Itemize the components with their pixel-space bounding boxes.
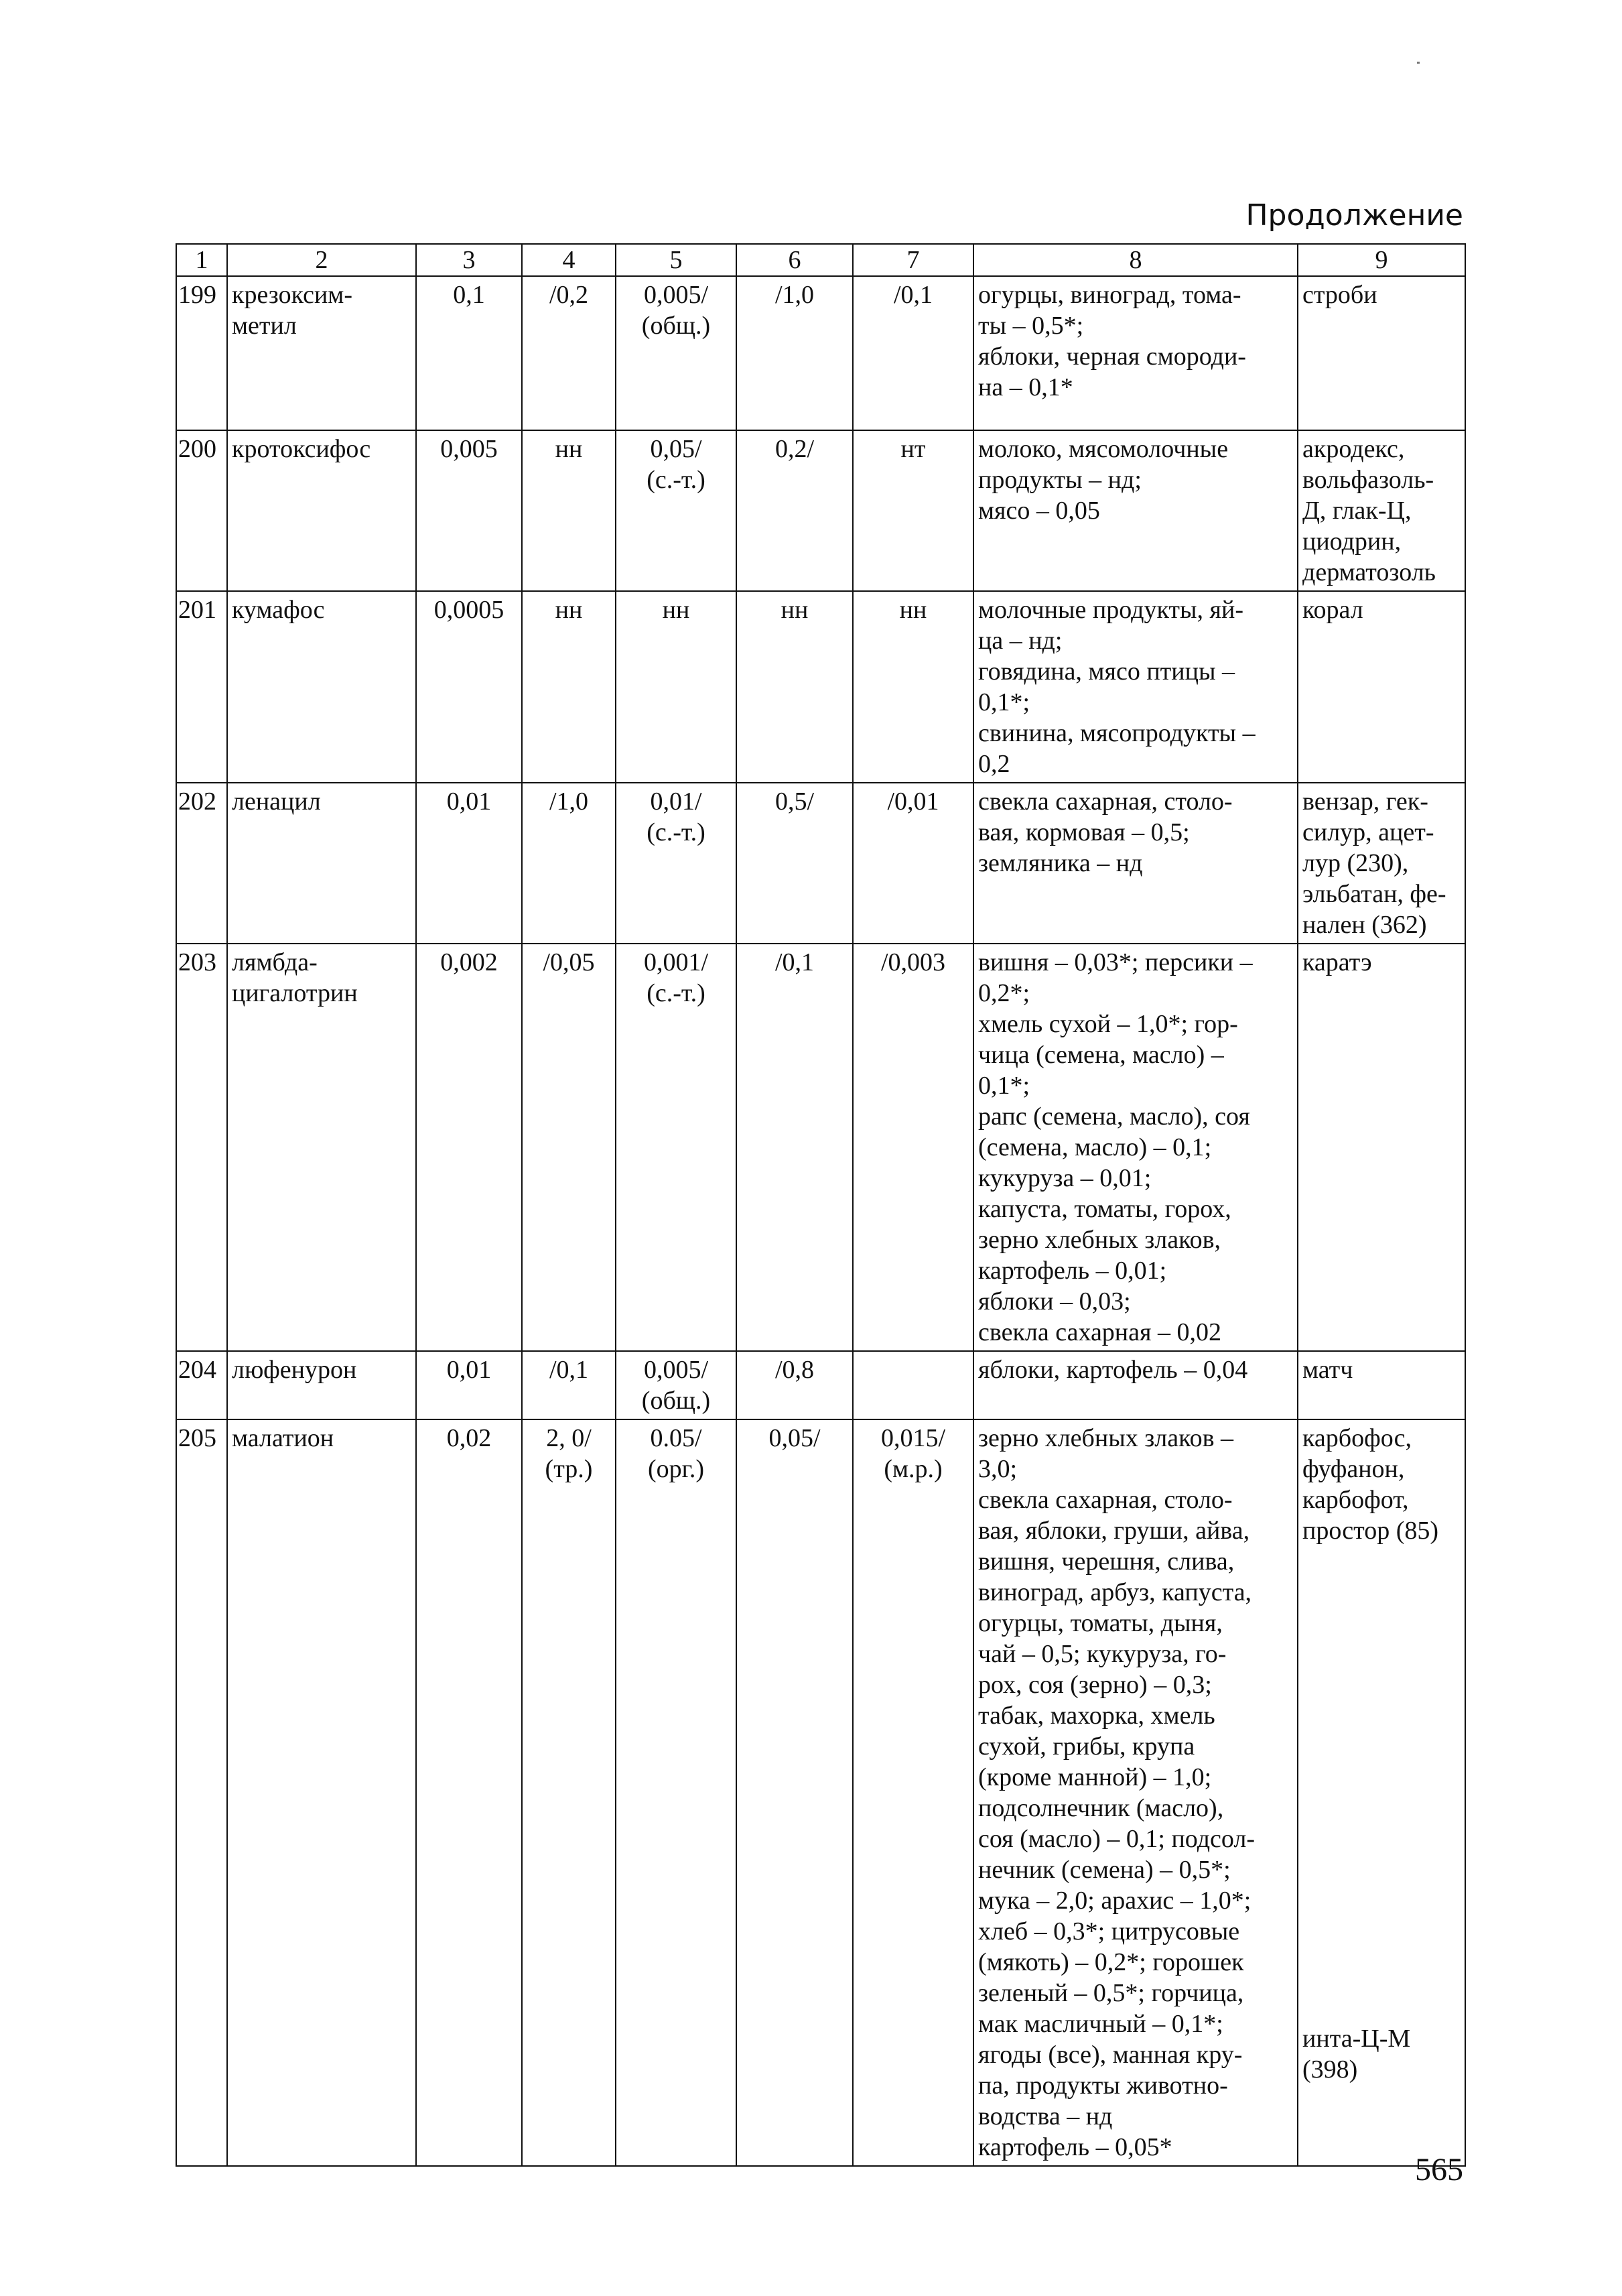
substance-name: малатион [227,1419,416,2166]
row-number: 201 [176,591,227,783]
cell-col4: /0,1 [522,1351,616,1419]
cell-col7: /0,01 [853,783,973,944]
cell-col6: /0,1 [736,944,853,1351]
cell-products: молочные продукты, яй- ца – нд; говядина, мясо птицы – 0,1*; свинина, мясопродукты – 0,2 [973,591,1298,783]
table-row [176,276,1465,430]
row-number: 200 [176,430,227,591]
cell-preparations: акродекс, вольфазоль- Д, глак-Ц, циодрин, дерматозоль [1298,430,1465,591]
substance-name: кумафос [227,591,416,783]
cell-col7: /0,1 [853,276,973,430]
cell-col4: /1,0 [522,783,616,944]
row-number: 203 [176,944,227,1351]
table-row [176,783,1465,944]
pesticide-table [176,243,1466,2167]
cell-col5: 0,001/ (с.-т.) [616,944,736,1351]
column-header: 1 [176,244,227,276]
cell-col4: /0,2 [522,276,616,430]
cell-col5: нн [616,591,736,783]
cell-products: вишня – 0,03*; персики – 0,2*; хмель сухой – 1,0*; гор- чица (семена, масло) – 0,1*; рапс (семена, масло), соя (семена, масло) – 0,1; кукуруза – 0,01; капуста, томаты, горох, зерно хлебных злаков, картофель – 0,01; яблоки – 0,03; свекла сахарная – 0,02 [973,944,1298,1351]
cell-col3: 0,02 [416,1419,522,2166]
cell-products: огурцы, виноград, тома- ты – 0,5*; яблоки, черная смороди- на – 0,1* [973,276,1298,430]
table-row [176,591,1465,783]
row-number: 202 [176,783,227,944]
cell-col6: нн [736,591,853,783]
substance-name: люфенурон [227,1351,416,1419]
row-number: 205 [176,1419,227,2166]
cell-col5: 0,05/ (с.-т.) [616,430,736,591]
cell-col3: 0,002 [416,944,522,1351]
cell-col6: /1,0 [736,276,853,430]
cell-col5: 0,005/ (общ.) [616,276,736,430]
cell-col6: 0,2/ [736,430,853,591]
cell-preparations: матч [1298,1351,1465,1419]
cell-preparations: каратэ [1298,944,1465,1351]
cell-col7: нт [853,430,973,591]
cell-products: зерно хлебных злаков – 3,0; свекла сахарная, столо- вая, яблоки, груши, айва, вишня, черешня, слива, виноград, арбуз, капуста, огурцы, томаты, дыня, чай – 0,5; кукуруза, го- рох, соя (зерно) – 0,3; табак, махорка, хмель сухой, грибы, крупа (кроме манной) – 1,0; подсолнечник (масло), соя (масло) – 0,1; подсол- нечник (семена) – 0,5*; мука – 2,0; арахис – 1,0*; хлеб – 0,3*; цитрусовые (мякоть) – 0,2*; горошек зеленый – 0,5*; горчица, мак масличный – 0,1*; ягоды (все), манная кру- па, продукты животно- водства – нд картофель – 0,05* [973,1419,1298,2166]
column-header: 3 [416,244,522,276]
scan-speck [1417,62,1420,64]
cell-col7 [853,1351,973,1419]
substance-name: ленацил [227,783,416,944]
table-row [176,1419,1465,2166]
cell-col5: 0,01/ (с.-т.) [616,783,736,944]
cell-col3: 0,1 [416,276,522,430]
substance-name: кротоксифос [227,430,416,591]
table-row [176,430,1465,591]
cell-col7: /0,003 [853,944,973,1351]
row-number: 199 [176,276,227,430]
cell-col6: 0,5/ [736,783,853,944]
column-header: 6 [736,244,853,276]
column-number-row [176,244,1465,276]
cell-col4: /0,05 [522,944,616,1351]
table-row [176,1351,1465,1419]
cell-preparations: строби [1298,276,1465,430]
cell-preparations: вензар, гек- силур, ацет- лур (230), эльбатан, фе- нален (362) [1298,783,1465,944]
cell-col4: 2, 0/ (тр.) [522,1419,616,2166]
preparations-list: карбофос, фуфанон, карбофот, простор (85) [1302,1424,1439,1545]
cell-col7: нн [853,591,973,783]
cell-preparations [1298,1419,1465,2166]
cell-products: свекла сахарная, столо- вая, кормовая – 0,5; земляника – нд [973,783,1298,944]
cell-preparations: корал [1298,591,1465,783]
column-header: 9 [1298,244,1465,276]
substance-name: лямбда- цигалотрин [227,944,416,1351]
column-header: 8 [973,244,1298,276]
cell-col4: нн [522,430,616,591]
column-header: 2 [227,244,416,276]
cell-col3: 0,005 [416,430,522,591]
page-number: 565 [1415,2152,1463,2187]
table-row [176,944,1465,1351]
cell-col6: /0,8 [736,1351,853,1419]
cell-products: яблоки, картофель – 0,04 [973,1351,1298,1419]
row-number: 204 [176,1351,227,1419]
cell-col3: 0,01 [416,783,522,944]
cell-col3: 0,01 [416,1351,522,1419]
column-header: 7 [853,244,973,276]
column-header: 5 [616,244,736,276]
cell-products: молоко, мясомолочные продукты – нд; мясо – 0,05 [973,430,1298,591]
continuation-heading: Продолжение [1245,198,1463,233]
cell-col6: 0,05/ [736,1419,853,2166]
substance-name: крезоксим- метил [227,276,416,430]
cell-col4: нн [522,591,616,783]
cell-col3: 0,0005 [416,591,522,783]
column-header: 4 [522,244,616,276]
cell-col5: 0,005/ (общ.) [616,1351,736,1419]
cell-col7: 0,015/ (м.р.) [853,1419,973,2166]
cell-col5: 0.05/ (орг.) [616,1419,736,2166]
preparations-list-extra: инта-Ц-М (398) [1302,2025,1411,2084]
